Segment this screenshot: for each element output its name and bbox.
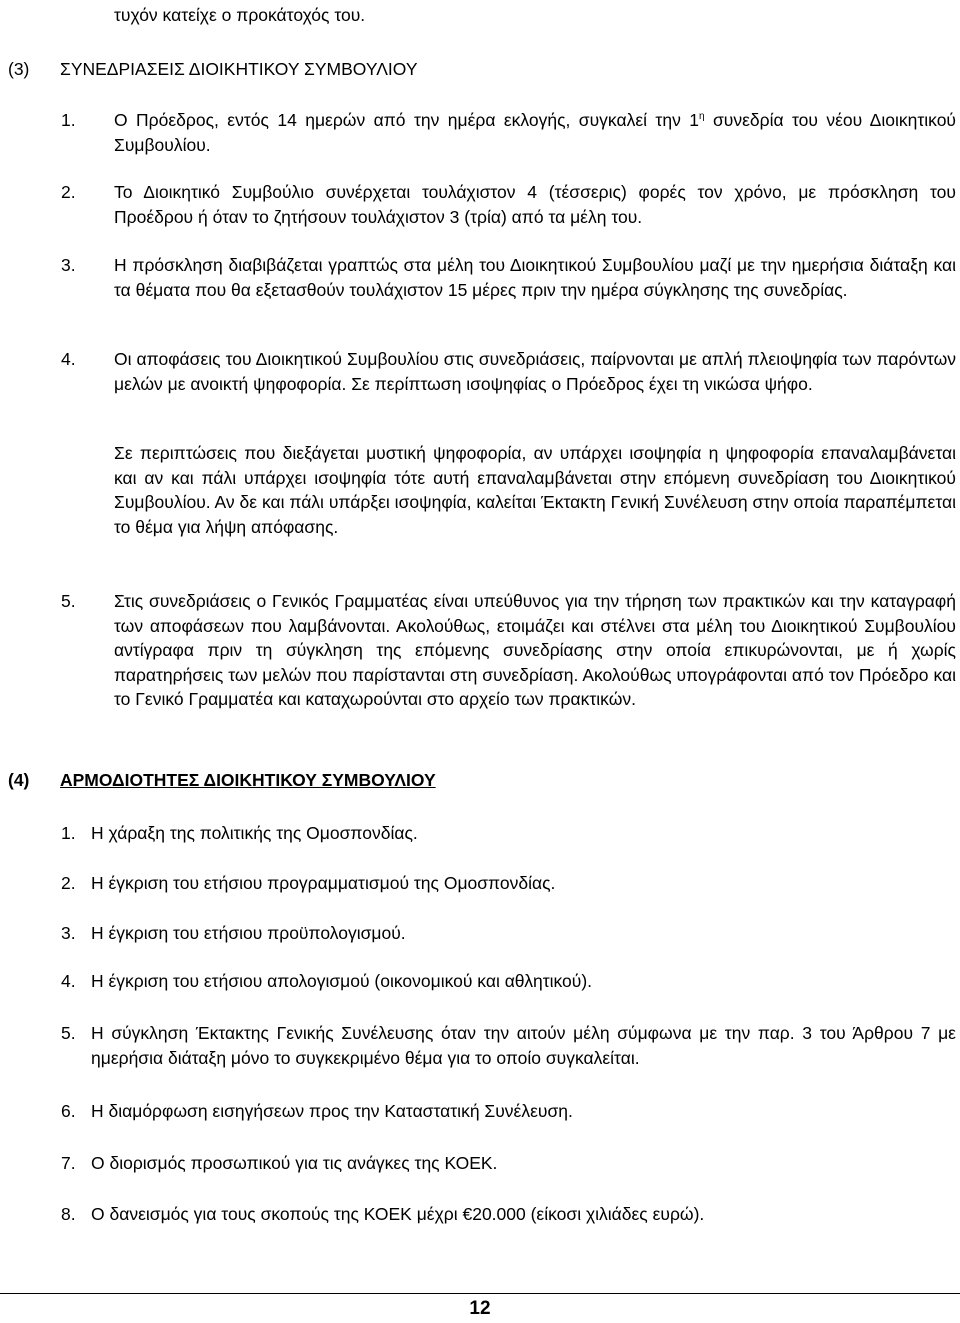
item-text: Σε περιπτώσεις που διεξάγεται μυστική ψηφοφορία, αν υπάρχει ισοψηφία η ψηφοφορία επαναλαμβάνεται και αν και πάλι υπάρχει ισοψηφία τότε αυτή επαναλαμβάνεται στην επόμενη συνεδρίαση του Διοικητικού Συμβουλίου. Αν δε και πάλι υπάρξει ισοψηφία, καλείται Έκτακτη Γενική Συνέλευση στην οποία παραπέμπεται το θέμα για λήψη απόφασης.	[114, 443, 956, 537]
section-3-item-4	[61, 347, 956, 396]
item-text-part: συνεδρία του νέου Διοικητικού Συμβουλίου.	[114, 110, 956, 155]
item-number: 1.	[61, 823, 76, 843]
section-3-item-2	[61, 180, 956, 229]
section-3-heading	[8, 57, 928, 81]
item-text: Στις συνεδριάσεις ο Γενικός Γραμματέας είναι υπεύθυνος για την τήρηση των πρακτικών και την καταγραφή των αποφάσεων που λαμβάνονται. Ακολούθως, ετοιμάζει και στέλνει στα μέλη του Διοικητικού Συμβουλίου αντίγραφα πριν τη σύγκληση της επόμενης συνεδρίασης στην οποία επικυρώνονται, με ή χωρίς παρατηρήσεις των μελών που παρίστανται στη συνεδρίαση. Ακολούθως υπογράφονται από τον Πρόεδρο και το Γενικό Γραμματέα και καταχωρούνται στο αρχείο των πρακτικών.	[114, 591, 956, 710]
item-number: 2.	[61, 182, 76, 202]
item-number: 3.	[61, 255, 76, 275]
section-4-heading	[8, 768, 928, 792]
section-3-number: (3)	[8, 59, 30, 79]
page-number: 12	[469, 1298, 491, 1319]
item-number: 4.	[61, 349, 76, 369]
item-number: 6.	[61, 1101, 76, 1121]
section-3-item-5	[61, 589, 956, 712]
item-text: Η έγκριση του ετήσιου προϋπολογισμού.	[91, 923, 406, 943]
footer-divider	[0, 1293, 960, 1294]
section-4-item-8	[61, 1202, 956, 1227]
item-number: 5.	[61, 1023, 76, 1043]
item-number: 8.	[61, 1204, 76, 1224]
section-3-title: ΣΥΝΕΔΡΙΑΣΕΙΣ ΔΙΟΙΚΗΤΙΚΟΥ ΣΥΜΒΟΥΛΙΟΥ	[60, 59, 418, 79]
item-text: Η χάραξη της πολιτικής της Ομοσπονδίας.	[91, 823, 418, 843]
item-number: 3.	[61, 923, 76, 943]
item-text: Η έγκριση του ετήσιου απολογισμού (οικονομικού και αθλητικού).	[91, 971, 593, 991]
continuation-line: τυχόν κατείχε ο προκάτοχός του.	[114, 5, 366, 25]
item-text: Ο δανεισμός για τους σκοπούς της ΚΟΕΚ μέχρι €20.000 (είκοσι χιλιάδες ευρώ).	[91, 1204, 705, 1224]
item-number: 4.	[61, 971, 76, 991]
section-3-item-1	[61, 108, 956, 157]
section-4-item-7	[61, 1151, 956, 1176]
item-text: Το Διοικητικό Συμβούλιο συνέρχεται τουλάχιστον 4 (τέσσερις) φορές τον χρόνο, με πρόσκληση του Προέδρου ή όταν το ζητήσουν τουλάχιστον 3 (τρία) από τα μέλη του.	[114, 182, 956, 227]
item-text: Η διαμόρφωση εισηγήσεων προς την Καταστατική Συνέλευση.	[91, 1101, 573, 1121]
item-number: 2.	[61, 873, 76, 893]
section-4-item-1	[61, 821, 956, 846]
item-number: 7.	[61, 1153, 76, 1173]
item-text	[114, 108, 956, 157]
item-text: Η σύγκληση Έκτακτης Γενικής Συνέλευσης όταν την αιτούν μέλη σύμφωνα με την παρ. 3 του Άρθρου 7 με ημερήσια διάταξη μόνο το συγκεκριμένο θέμα για το οποίο συγκαλείται.	[91, 1023, 956, 1068]
section-4-item-4	[61, 969, 956, 994]
section-4-title: ΑΡΜΟΔΙΟΤΗΤΕΣ ΔΙΟΙΚΗΤΙΚΟΥ ΣΥΜΒΟΥΛΙΟΥ	[60, 770, 436, 790]
superscript: η	[698, 111, 705, 123]
section-4-item-2	[61, 871, 956, 896]
item-number: 5.	[61, 591, 76, 611]
section-4-item-5	[61, 1021, 956, 1070]
section-4-item-6	[61, 1099, 956, 1124]
item-text: Η έγκριση του ετήσιου προγραμματισμού της Ομοσπονδίας.	[91, 873, 556, 893]
item-number: 1.	[61, 110, 76, 130]
section-3-paragraph	[61, 441, 956, 539]
section-4-number: (4)	[8, 770, 30, 790]
item-text: Ο διορισμός προσωπικού για τις ανάγκες της ΚΟΕΚ.	[91, 1153, 498, 1173]
section-3-item-3	[61, 253, 956, 302]
item-text: Οι αποφάσεις του Διοικητικού Συμβουλίου στις συνεδριάσεις, παίρνονται με απλή πλειοψηφία των παρόντων μελών με ανοικτή ψηφοφορία. Σε περίπτωση ισοψηφίας ο Πρόεδρος έχει τη νικώσα ψήφο.	[114, 349, 956, 394]
item-text-part: Ο Πρόεδρος, εντός 14 ημερών από την ημέρα εκλογής, συγκαλεί την 1	[114, 110, 699, 130]
item-text: Η πρόσκληση διαβιβάζεται γραπτώς στα μέλη του Διοικητικού Συμβουλίου μαζί με την ημερήσια διάταξη και τα θέματα που θα εξετασθούν τουλάχιστον 15 μέρες πριν την ημέρα σύγκλησης της συνεδρίας.	[114, 255, 956, 300]
section-4-item-3	[61, 921, 956, 946]
